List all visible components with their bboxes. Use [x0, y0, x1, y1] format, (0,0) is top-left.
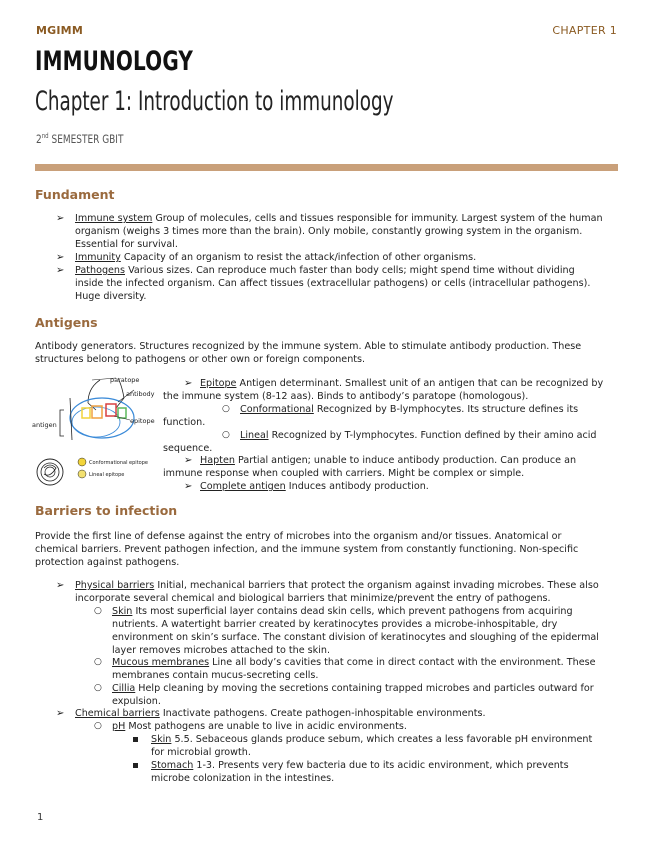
list-item-text: Complete antigen Induces antibody production. — [200, 481, 429, 492]
list-item-text: Huge diversity. — [75, 291, 147, 302]
list-item-text: environment on skin’s surface. The constant division of keratinocytes and sloughing of the epidermal — [112, 632, 599, 643]
list-item-text: expulsion. — [112, 696, 161, 707]
semester-label: 2nd SEMESTER GBIT — [36, 132, 124, 146]
arrow-bullet-icon: ➢ — [56, 252, 65, 263]
arrow-bullet-icon: ➢ — [56, 708, 65, 719]
list-item-text: microbe colonization in the intestines. — [151, 773, 335, 784]
arrow-bullet-icon: ➢ — [184, 481, 193, 492]
list-item-text: Stomach 1-3. Presents very few bacteria due to its acidic environment, which prevents — [151, 760, 569, 771]
list-item-text: Hapten Partial antigen; unable to induce antibody production. Can produce an — [200, 455, 577, 466]
list-item-text: Chemical barriers Inactivate pathogens. Create pathogen-inhospitable environments. — [75, 708, 486, 719]
arrow-bullet-icon: ➢ — [56, 265, 65, 276]
list-item-text: Essential for survival. — [75, 239, 178, 250]
page-title: IMMUNOLOGY — [35, 46, 194, 77]
list-item-text: pH Most pathogens are unable to live in acidic environments. — [112, 721, 407, 732]
list-item-text: immune response when coupled with carriers. Might be complex or simple. — [163, 468, 525, 479]
diagram-label-antibody: antibody — [126, 390, 155, 398]
list-item-text: Pathogens Various sizes. Can reproduce much faster than body cells; might spend time without dividing — [75, 265, 575, 276]
list-item-text: incorporate several chemical and biological barriers that minimize/prevent the entry of pathogens. — [75, 593, 551, 604]
list-item-text: sequence. — [163, 443, 213, 454]
list-item-text: layer removes microbes attached to the skin. — [112, 645, 331, 656]
square-bullet-icon — [133, 763, 138, 768]
list-item-text: Epitope Antigen determinant. Smallest unit of an antigen that can be recognized by — [200, 378, 604, 389]
arrow-bullet-icon: ➢ — [184, 378, 193, 389]
list-item-text: inside the infected organism. Can affect tissues (extracellular pathogens) or cells (intracellular pathogens). — [75, 278, 591, 289]
list-item-text: Immune system Group of molecules, cells and tissues responsible for immunity. Largest system of the human — [75, 213, 603, 224]
antigens-intro: Antibody generators. Structures recognized by the immune system. Able to stimulate antibody production. These — [35, 341, 582, 352]
arrow-bullet-icon: ➢ — [56, 213, 65, 224]
list-item-text: Skin Its most superficial layer contains dead skin cells, which prevent pathogens from acquiring — [112, 606, 573, 617]
list-item-text: Physical barriers Initial, mechanical barriers that protect the organism against invading microbes. These also — [75, 580, 599, 591]
list-item-text: Immunity Capacity of an organism to resist the attack/infection of other organisms. — [75, 252, 477, 263]
list-item-text: organism (weighs 3 times more than the brain). Only mobile, constantly growing system in the organism. — [75, 226, 583, 237]
section-heading-antigens: Antigens — [35, 315, 98, 330]
list-item-text: nutrients. A watertight barrier created by keratinocytes provides a microbe-inhospitable, dry — [112, 619, 558, 630]
diagram-label-antigen: antigen — [32, 421, 57, 429]
header-right: CHAPTER 1 — [552, 24, 617, 37]
diagram-label-conformational: Conformational epitope — [89, 460, 148, 466]
section-heading-barriers: Barriers to infection — [35, 503, 178, 518]
list-item-text: the immune system (8-12 aas). Binds to antibody’s paratope (homologous). — [163, 391, 529, 402]
list-item-text: for microbial growth. — [151, 747, 251, 758]
barriers-intro: chemical barriers. Prevent pathogen infection, and the immune system from constantly functioning. Non-specific — [35, 544, 579, 555]
diagram-label-epitope: epitope — [130, 417, 155, 425]
diagram-label-paratope: paratope — [110, 376, 140, 384]
circle-bullet-icon: ○ — [94, 721, 102, 731]
list-item-text: Skin 5.5. Sebaceous glands produce sebum, which creates a less favorable pH environment — [151, 734, 593, 745]
antigen-antibody-diagram — [30, 368, 165, 490]
list-item-text: Conformational Recognized by B-lymphocytes. Its structure defines its — [240, 404, 579, 415]
diagram-label-lineal: Lineal epitope — [89, 472, 125, 478]
list-item-text: function. — [163, 417, 206, 428]
page-number: 1 — [37, 812, 44, 823]
circle-bullet-icon: ○ — [222, 404, 230, 414]
barriers-intro: protection against pathogens. — [35, 557, 180, 568]
title-divider — [35, 164, 618, 171]
list-item-text: Mucous membranes Line all body’s cavities that come in direct contact with the environment. These — [112, 657, 596, 668]
list-item-text: membranes contain mucus-secreting cells. — [112, 670, 319, 681]
arrow-bullet-icon: ➢ — [184, 455, 193, 466]
circle-bullet-icon: ○ — [94, 683, 102, 693]
circle-bullet-icon: ○ — [94, 606, 102, 616]
list-item-text: Lineal Recognized by T-lymphocytes. Function defined by their amino acid — [240, 430, 597, 441]
header-left: MGIMM — [36, 24, 83, 37]
list-item-text: Cillia Help cleaning by moving the secretions containing trapped microbes and particles outward for — [112, 683, 594, 694]
antigens-intro: structures belong to pathogens or other own or foreign components. — [35, 354, 366, 365]
square-bullet-icon — [133, 737, 138, 742]
circle-bullet-icon: ○ — [222, 430, 230, 440]
arrow-bullet-icon: ➢ — [56, 580, 65, 591]
circle-bullet-icon: ○ — [94, 657, 102, 667]
page-subtitle: Chapter 1: Introduction to immunology — [35, 86, 394, 117]
section-heading-fundament: Fundament — [35, 187, 115, 202]
barriers-intro: Provide the first line of defense against the entry of microbes into the organism and/or tissues. Anatomical or — [35, 531, 562, 542]
